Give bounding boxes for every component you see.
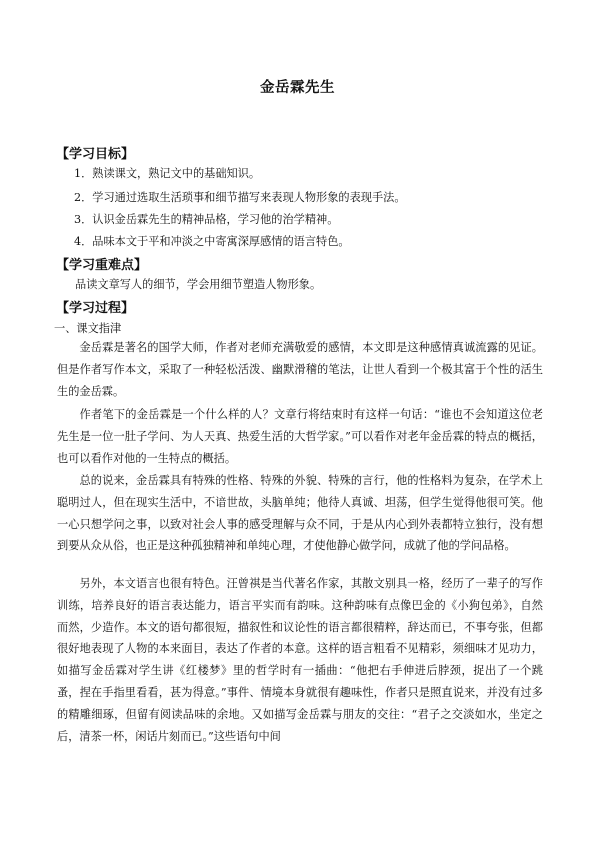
body-paragraph-4: 另外，本文语言也很有特色。汪曾祺是当代著名作家，其散文别具一格，经历了一辈子的写作训练，培养良好的语言表达能力，语言平实而有韵味。这种韵味有点像巴金的《小狗包弟》，自然而然，少造作。本文的语句都很短，描叙性和议论性的语言都很精粹，辞达而已，不事夸张，但都很好地表现了人物的本来面目，表达了作者的本意。这样的语言粗看不见精彩，须细味才见功力，如描写金岳霖对学生讲《红楼梦》里的哲学时有一插曲：“他把右手伸进后脖颈，捉出了一个跳蚤，捏在手指里看看，甚为得意。”事件、情境本身就很有趣味性，作者只是照直说来，并没有过多的精雕细琢，但留有阅读品味的余地。又如描写金岳霖与朋友的交往：“君子之交淡如水，坐定之后，清茶一杯，闲话片刻而已。”这些语句中间: [57, 577, 543, 743]
goal-item-3: 3．认识金岳霖先生的精神品格，学习他的治学精神。: [74, 213, 339, 226]
body-paragraph-1: 金岳霖是著名的国学大师，作者对老师充满敬爱的感情，本文即是这种感情真诚流露的见证。但是作者写作本文，采取了一种轻松活泼、幽默滑稽的笔法，让世人看到一个极其富于个性的活生生的金岳霖。: [57, 341, 543, 398]
text-guidance-subheading: 一、课文指津: [54, 322, 122, 335]
goal-item-4: 4．品味本文于平和冲淡之中寄寓深厚感情的语言特色。: [74, 235, 350, 248]
learning-process-heading: 【学习过程】: [56, 301, 135, 316]
body-paragraph-3: 总的说来，金岳霖具有特殊的性格、特殊的外貌、特殊的言行，他的性格料为复杂，在学术上聪明过人，但在现实生活中，不谙世故，头脑单纯；他待人真诚、坦荡，但学生觉得他很可笑。他一心只想学问之事，以致对社会人事的感受理解与众不同，于是从内心到外表都特立独行，没有想到要从众从俗，也正是这种孤独精神和单纯心理，才使他静心做学问，成就了他的学问品格。: [57, 474, 543, 553]
key-difficult-points-text: 品读文章写人的细节，学会用细节塑造人物形象。: [75, 278, 322, 291]
goal-item-2: 2．学习通过选取生活琐事和细节描写来表现人物形象的表现手法。: [74, 191, 406, 204]
key-difficult-points-heading: 【学习重难点】: [56, 258, 148, 273]
document-title: 金岳霖先生: [260, 80, 335, 96]
goal-item-1: 1．熟读课文，熟记文中的基础知识。: [74, 167, 261, 180]
body-paragraph-2: 作者笔下的金岳霖是一个什么样的人？文章行将结束时有这样一句话：“谁也不会知道这位老先生是一位一肚子学问、为人天真、热爱生活的大哲学家。”可以看作对老年金岳霖的特点的概括，也可以看作对他的一生特点的概括。: [57, 408, 543, 465]
learning-goals-heading: 【学习目标】: [56, 147, 135, 162]
